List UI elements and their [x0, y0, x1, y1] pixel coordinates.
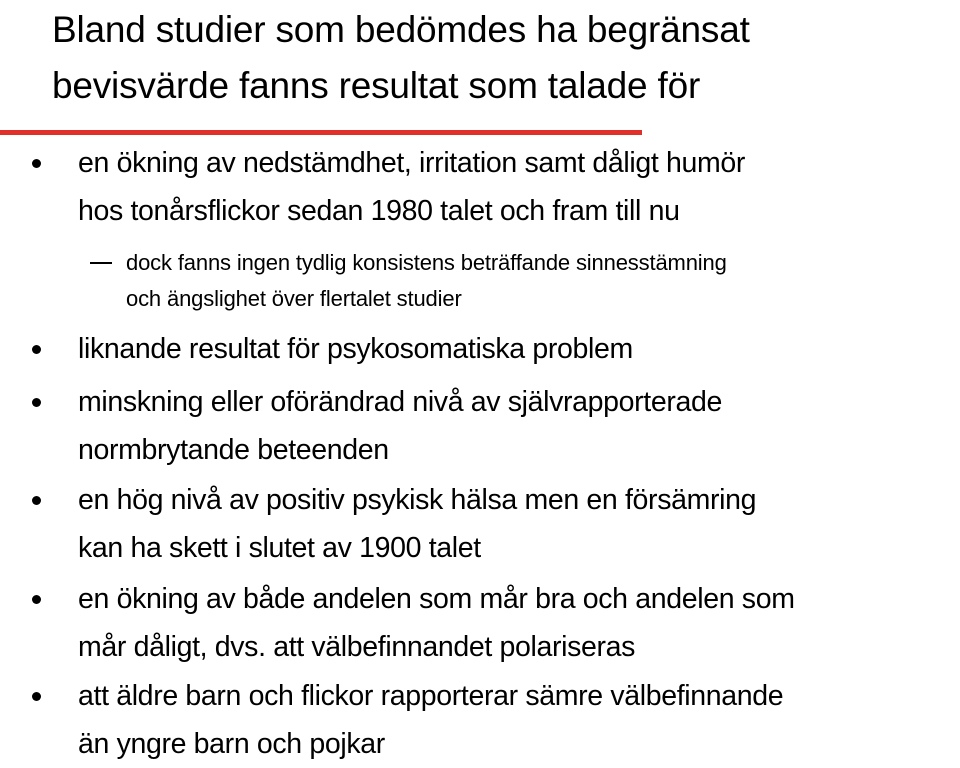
bullet-5-line-2: mår dåligt, dvs. att välbefinnandet polariseras — [78, 631, 636, 663]
bullet-item-5 — [78, 575, 956, 671]
bullet-2-line-1: liknande resultat för psykosomatiska problem — [78, 333, 633, 365]
bullet-item-6 — [78, 672, 956, 768]
bullet-6-line-1: att äldre barn och flickor rapporterar sämre välbefinnande — [78, 680, 784, 712]
bullet-1-line-2: hos tonårsflickor sedan 1980 talet och fram till nu — [78, 195, 680, 227]
sub-bullet-1-line-1: dock fanns ingen tydlig konsistens beträffande sinnesstämning — [126, 250, 727, 275]
slide-title-line-1: Bland studier som bedömdes ha begränsat — [52, 9, 750, 50]
bullet-item-3 — [78, 378, 956, 474]
bullet-item-1 — [78, 139, 956, 235]
bullet-dot-icon — [32, 595, 41, 604]
bullet-item-2 — [78, 325, 956, 373]
bullet-dot-icon — [32, 345, 41, 354]
bullet-6-line-2: än yngre barn och pojkar — [78, 728, 385, 760]
bullet-5-line-1: en ökning av både andelen som mår bra och andelen som — [78, 583, 795, 615]
bullet-dot-icon — [32, 496, 41, 505]
bullet-4-line-1: en hög nivå av positiv psykisk hälsa men en försämring — [78, 484, 757, 516]
slide-title-line-2: bevisvärde fanns resultat som talade för — [52, 65, 701, 106]
bullet-4-line-2: kan ha skett i slutet av 1900 talet — [78, 532, 481, 564]
sub-bullet-item-1 — [126, 245, 936, 317]
bullet-3-line-1: minskning eller oförändrad nivå av självrapporterade — [78, 386, 722, 418]
bullet-3-line-2: normbrytande beteenden — [78, 434, 389, 466]
bullet-1-line-1: en ökning av nedstämdhet, irritation samt dåligt humör — [78, 147, 746, 179]
dash-bullet-icon — [90, 262, 112, 264]
sub-bullet-1-line-2: och ängslighet över flertalet studier — [126, 286, 462, 311]
bullet-dot-icon — [32, 159, 41, 168]
bullet-dot-icon — [32, 692, 41, 701]
bullet-dot-icon — [32, 398, 41, 407]
bullet-item-4 — [78, 476, 956, 572]
